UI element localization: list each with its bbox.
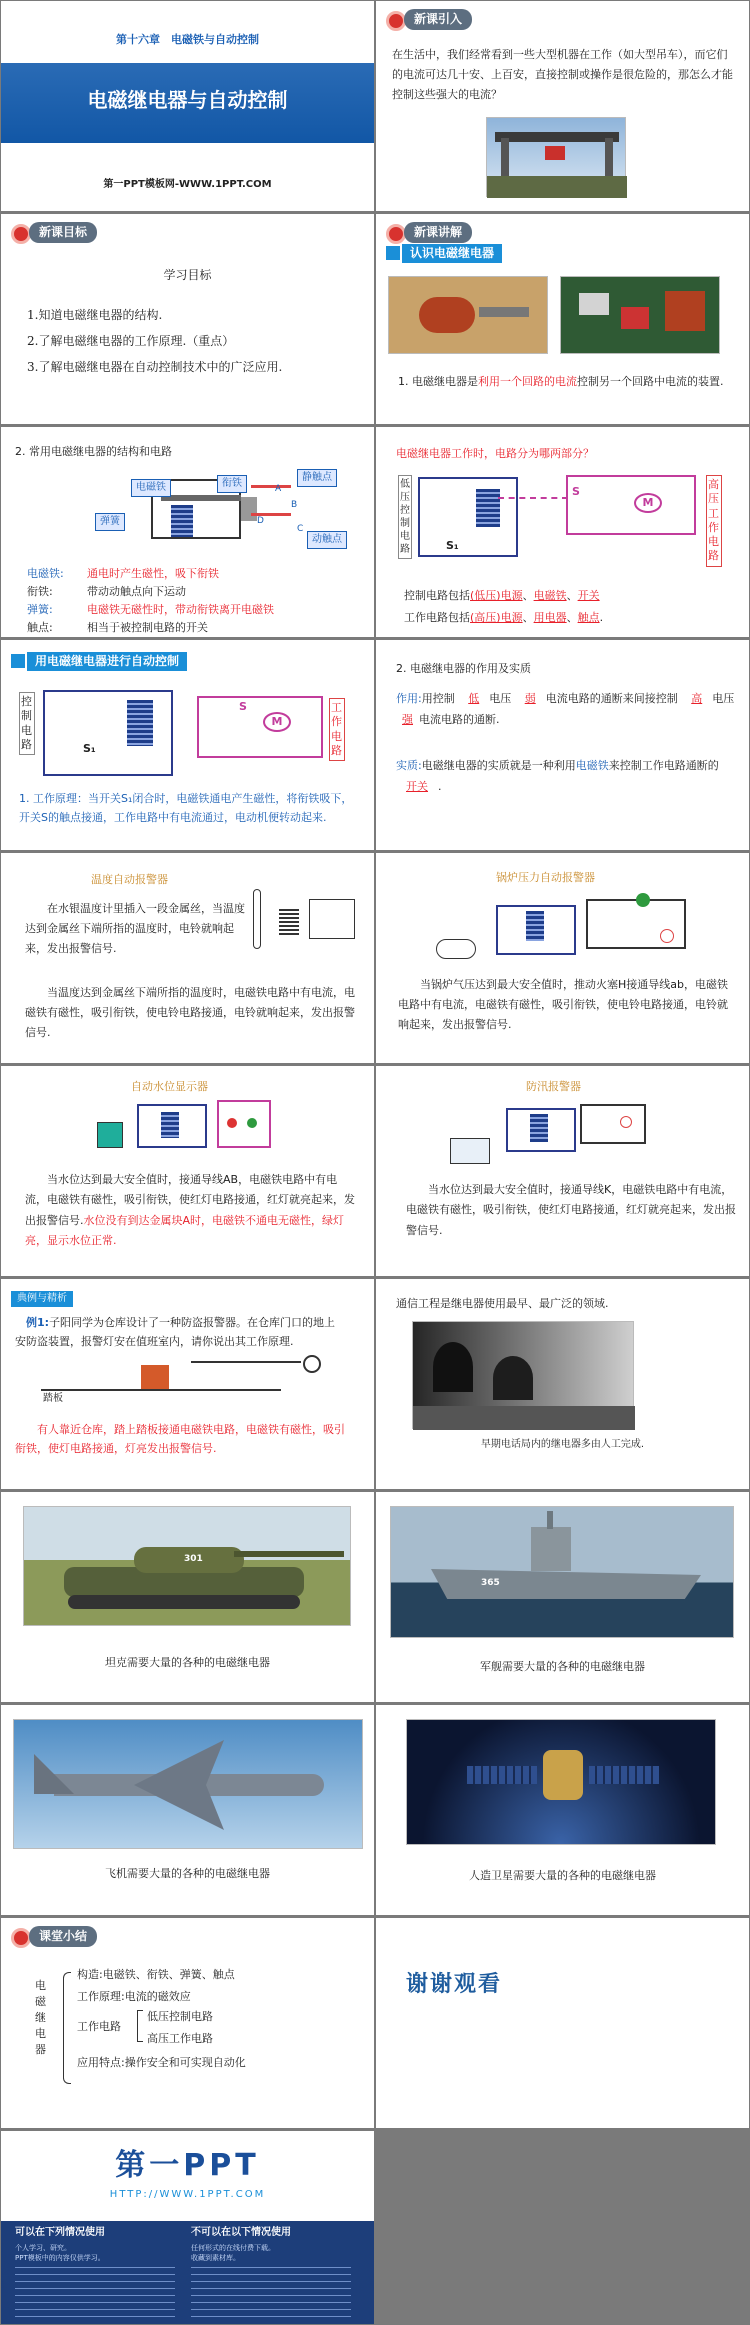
switch-s: S [239,700,247,713]
function-text: 作用:用控制 低 电压 弱 电流电路的通断来间接控制 高 电压 强 电流电路的通断. [396,692,735,727]
cannot-note-2: 收藏到素材库。 [191,2254,240,2262]
relay-definition: 1. 电磁继电器是利用一个回路的电流控制另一个回路中电流的装置. [398,375,724,388]
row-contact: 触点: 相当于被控制电路的开关 [27,621,208,634]
essence-text: 实质:电磁继电器的实质就是一种利用电磁铁来控制工作电路通断的开关 . [396,759,719,793]
slide-10-boiler-alarm [376,853,749,1063]
ppt-url: HTTP://WWW.1PPT.COM [109,2189,266,2200]
row-electromagnet: 电磁铁: 通电时产生磁性，吸下衔铁 [27,567,219,580]
chapter-label: 第十六章 电磁铁与自动控制 [116,33,259,46]
slide-20-thanks [376,1918,749,2128]
bullet-icon [11,1928,31,1948]
slide-13-example [1,1279,374,1489]
cannot-note-1: 任何形式的在线付费下载。 [191,2244,275,2252]
label-electromagnet: 电磁铁 [131,479,171,497]
flood-alarm-title: 防汛报警器 [526,1080,581,1093]
temperature-alarm-p1: 在水银温度计里插入一段金属丝，当温度达到金属丝下端所指的温度时，电铃就响起来，发出报警信号. [25,902,245,955]
slide-15-tank [1,1492,374,1702]
summary-row-structure: 构造:电磁铁、衔铁、弹簧、触点 [77,1968,235,1981]
thermo-diagram [249,889,359,959]
label-a: A [275,484,282,494]
telecom-title: 通信工程是继电器使用最早、最广泛的领域. [396,1297,609,1310]
summary-row-principle: 工作原理:电流的磁效应 [77,1990,191,2003]
slide-11-water-level [1,1066,374,1276]
boiler-alarm-text: 当锅炉气压达到最大安全值时，推动火塞H接通导线ab，电磁铁电路中有电流，电磁铁有磁性，吸引衔铁，使电铃电路接通，电铃就响起来，发出报警信号. [398,978,728,1031]
bullet-icon [386,224,406,244]
temperature-alarm-title: 温度自动报警器 [91,873,168,886]
can-note-2: PPT模板中的内容仅供学习。 [15,2254,105,2262]
example-answer: 有人靠近仓库，踏上踏板接通电磁铁电路，电磁铁有磁性，吸引衔铁，使灯电路接通，灯亮发出报警信号. [15,1423,345,1455]
flood-diagram [450,1098,650,1168]
circuit-question: 电磁继电器工作时，电路分为哪两部分？ [396,447,594,460]
working-principle: 1. 工作原理：当开关S₁闭合时，电磁铁通电产生磁性，将衔铁吸下，开关S的触点接通，工作电路中有电流通过，电动机便转动起来. [19,792,353,824]
summary-row-circuit: 工作电路 [77,2020,121,2033]
relay-photo-1 [388,276,548,354]
satellite-caption: 人造卫星需要大量的各种的电磁继电器 [469,1869,656,1882]
coil-graphic [127,700,153,746]
bullet-icon [386,11,406,31]
slide-3-goals: 新课目标 学习目标 1.知道电磁继电器的结构. 2.了解电磁继电器的工作原理.（重点） 3.了解电磁继电器在自动控制技术中的广泛应用. [1,214,374,424]
label-d: D [257,516,264,526]
warship-photo [390,1506,734,1638]
motor-icon: M [634,493,662,513]
bullet-icon [11,224,31,244]
slide-5-structure [1,427,374,637]
slide-7-auto-control: 用电磁继电器进行自动控制 控制电路 工作电路 S S₁ M 1. 工作原理：当开关S₁闭合时，电磁铁通电产生磁性，将衔铁吸下，开关S的触点接通，工作电路中有电流通过，电动机便转动起来. [1,640,374,850]
square-icon [386,246,400,260]
label-b: B [291,500,298,510]
thanks-text: 谢谢观看 [406,1972,503,1997]
aircraft-caption: 飞机需要大量的各种的电磁继电器 [105,1867,270,1880]
label-control-circuit: 低压控制电路 [398,475,412,559]
license-panel [1,2221,374,2324]
fighter-jet-photo [13,1719,363,1849]
alarm-circuit-diagram [41,1355,351,1415]
working-loop [197,696,323,758]
telecom-caption: 早期电话局内的继电器多由人工完成. [480,1439,645,1450]
switch-s1: S₁ [83,742,96,755]
ship-number: 365 [481,1578,500,1588]
label-working-circuit: 高压工作电路 [706,475,722,567]
water-level-title: 自动水位显示器 [131,1080,208,1093]
boiler-alarm-title: 锅炉压力自动报警器 [496,871,595,884]
label-spring: 弹簧 [95,513,125,531]
motor-icon: M [263,712,291,732]
crane-photo [486,117,626,197]
water-level-diagram [97,1098,277,1158]
intro-text: 在生活中，我们经常看到一些大型机器在工作（如大型吊车），而它们的电流可达几十安、上百安，直接控制或操作是很危险的，那怎么才能控制这些强大的电流？ [392,48,733,101]
slide-title: 电磁继电器与自动控制 [87,88,288,112]
coil-graphic [476,489,500,527]
slide-19-summary: 课堂小结 电磁继电器 构造:电磁铁、衔铁、弹簧、触点 工作原理:电流的磁效应 工作电路 低压控制电路 高压工作电路 应用特点:操作安全和可实现自动化 [1,1918,374,2128]
row-armature: 衔铁: 带动动触点向下运动 [27,585,186,598]
relay-photo-2 [560,276,720,354]
slide-9-temperature-alarm [1,853,374,1063]
can-note-1: 个人学习、研究。 [15,2244,71,2252]
control-loop [43,690,173,776]
summary-high-voltage: 高压工作电路 [147,2032,213,2045]
ppt-logo: 第一PPT [115,2148,260,2183]
row-spring: 弹簧: 电磁铁无磁性时，带动衔铁离开电磁铁 [27,603,274,616]
slide-12-flood-alarm [376,1066,749,1276]
working-loop [566,475,696,535]
can-use-heading: 可以在下列情况使用 [15,2227,105,2238]
slide-2-intro: 新课引入 在生活中，我们经常看到一些大型机器在工作（如大型吊车），而它们的电流可达几十安、上百安，直接控制或操作是很危险的，那怎么才能控制这些强大的电流？ [376,1,749,211]
label-moving-contact: 动触点 [307,531,347,549]
cannot-use-heading: 不可以在以下情况使用 [191,2227,291,2238]
example-badge: 典例与精析 [11,1291,73,1307]
summary-row-application: 应用特点:操作安全和可实现自动化 [77,2056,246,2069]
square-icon [11,654,25,668]
temperature-alarm-p2: 当温度达到金属丝下端所指的温度时，电磁铁电路中有电流，电磁铁有磁性，吸引衔铁，使电铃电路接通，电铃就响起来，发出报警信号. [25,986,355,1039]
site-label: 第一PPT模板网-WWW.1PPT.COM [103,179,272,190]
label-static-contact: 静触点 [297,469,337,487]
summary-root: 电磁继电器 [35,1979,46,2056]
switch-s: S [572,485,580,498]
goals-heading: 学习目标 [163,268,212,282]
slide-14-telecom [376,1279,749,1489]
boiler-diagram [436,889,696,969]
tank-photo [23,1506,351,1626]
title-band [1,63,374,143]
satellite-photo [406,1719,716,1845]
slide-6-circuits [376,427,749,637]
slide-21-footer [1,2131,374,2324]
label-working-circuit: 工作电路 [329,698,345,761]
label-control-circuit: 控制电路 [19,692,35,755]
warship-caption: 军舰需要大量的各种的电磁继电器 [480,1660,645,1673]
tank-caption: 坦克需要大量的各种的电磁继电器 [105,1656,270,1669]
label-armature: 衔铁 [217,475,247,493]
control-loop [418,477,518,557]
switch-s1: S₁ [446,539,459,552]
summary-low-voltage: 低压控制电路 [147,2010,213,2023]
slide-1-title [1,1,374,211]
slide-17-aircraft [1,1705,374,1915]
slide-8-function [376,640,749,850]
telephone-operators-photo [412,1321,634,1429]
goal-1: 1.知道电磁继电器的结构. [27,308,163,322]
structure-heading: 2. 常用电磁继电器的结构和电路 [15,445,172,458]
function-heading: 2. 电磁继电器的作用及实质 [396,662,531,675]
pedal-label: 踏板 [43,1393,63,1404]
control-circuit-parts: 控制电路包括(低压)电源、电磁铁、开关 [404,589,600,602]
slide-18-satellite [376,1705,749,1915]
flood-alarm-text: 当水位达到最大安全值时，接通导线K，电磁铁电路中有电流，电磁铁有磁性，吸引衔铁，使红灯电路接通，红灯就亮起来，发出报警信号. [406,1183,736,1237]
working-circuit-parts: 工作电路包括(高压)电源、用电器、触点. [404,611,604,624]
goal-2: 2.了解电磁继电器的工作原理.（重点） [27,334,235,348]
slide-16-warship [376,1492,749,1702]
goal-3: 3.了解电磁继电器在自动控制技术中的广泛应用. [27,360,283,374]
example-question: 例1:子阳同学为仓库设计了一种防盗报警器。在仓库门口的地上安防盗装置，报警灯安在值班室内，请你说出其工作原理. [15,1316,336,1349]
label-c: C [297,524,304,534]
tank-number: 301 [184,1554,203,1564]
slide-4-lecture: 新课讲解 认识电磁继电器 1. 电磁继电器是利用一个回路的电流控制另一个回路中电流的装置. [376,214,749,424]
water-level-text: 当水位达到最大安全值时，接通导线AB，电磁铁电路中有电流，电磁铁有磁性，吸引衔铁，使红灯电路接通，红灯就亮起来，发出报警信号.水位没有到达金属块A时，电磁铁不通电无磁性，绿灯亮，显示水位正常. [25,1173,355,1248]
